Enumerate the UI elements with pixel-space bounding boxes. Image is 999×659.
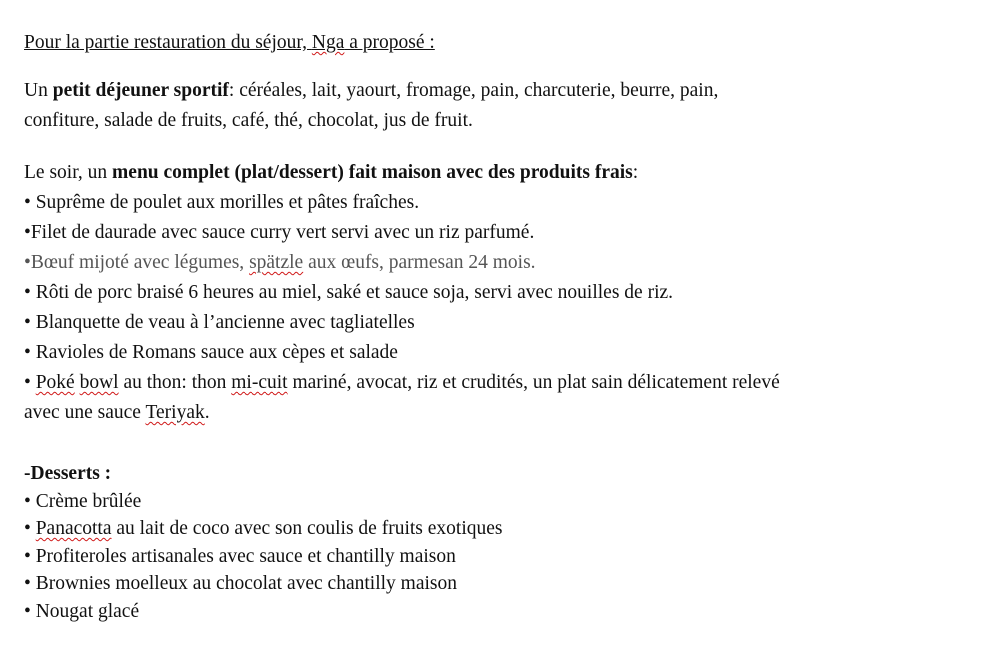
dinner-item-5: • Blanquette de veau à l’ancienne avec tagliatelles <box>24 312 415 333</box>
intro-paragraph <box>24 28 974 58</box>
breakfast-prefix: Un <box>24 80 53 101</box>
dinner-item-3-a: •Bœuf mijoté avec légumes, <box>24 252 250 273</box>
intro-text-before: Pour la partie restauration du séjour, <box>24 32 312 53</box>
period: . <box>204 402 210 423</box>
desserts-heading-text: -Desserts : <box>24 463 112 484</box>
dinner-prefix: Le soir, un <box>24 162 113 183</box>
dessert-item-2 <box>24 515 974 543</box>
dinner-bold-fait-maison: fait maison avec des produits frais <box>348 162 633 183</box>
word-spatzle: spätzle <box>249 252 304 273</box>
dessert-item-3: • Profiteroles artisanales avec sauce et chantilly maison <box>24 545 456 567</box>
desserts-heading <box>24 460 974 488</box>
dessert-item-1: • Crème brûlée <box>24 490 142 512</box>
dinner-item-3-c: aux œufs, parmesan 24 mois. <box>303 252 536 273</box>
dinner-item-7-text-1: au thon: thon <box>118 372 232 393</box>
dinner-suffix: : <box>632 162 639 183</box>
bullet: • <box>24 518 36 539</box>
dinner-item-7-text-2: mariné, avocat, riz et crudités, un plat sain délicatement relevé <box>287 372 780 393</box>
dinner-item-7-text-3: avec une sauce <box>24 402 146 423</box>
dinner-item-7 <box>24 368 974 398</box>
word-teriyak: Teriyak <box>145 402 205 423</box>
word-poke: Poké <box>35 372 75 393</box>
word-mi-cuit: mi-cuit <box>231 372 288 393</box>
dinner-item-1: • Suprême de poulet aux morilles et pâtes fraîches. <box>24 192 420 213</box>
word-panacotta: Panacotta <box>35 518 112 539</box>
intro-text-after: a proposé : <box>344 32 435 53</box>
dinner-intro <box>24 158 974 188</box>
word-bowl: bowl <box>79 372 119 393</box>
breakfast-line-2: confiture, salade de fruits, café, thé, chocolat, jus de fruit. <box>24 110 473 131</box>
dessert-item-2-text: au lait de coco avec son coulis de fruits exotiques <box>111 518 503 539</box>
dessert-item-5: • Nougat glacé <box>24 600 140 622</box>
bullet: • <box>24 372 36 393</box>
breakfast-bold: petit déjeuner sportif <box>52 80 229 101</box>
dinner-paragraph <box>24 158 974 428</box>
dinner-item-6: • Ravioles de Romans sauce aux cèpes et salade <box>24 342 398 363</box>
desserts-section <box>24 460 974 625</box>
dessert-item-4: • Brownies moelleux au chocolat avec chantilly maison <box>24 573 457 594</box>
breakfast-line-1 <box>24 76 974 106</box>
name-nga: Nga <box>311 32 345 53</box>
dinner-item-4: • Rôti de porc braisé 6 heures au miel, saké et sauce soja, servi avec nouilles de riz. <box>24 282 674 303</box>
dinner-item-3 <box>24 248 974 278</box>
dinner-item-2: •Filet de daurade avec sauce curry vert servi avec un riz parfumé. <box>24 222 535 243</box>
breakfast-paragraph <box>24 76 974 136</box>
dinner-bold-menu: menu complet (plat/dessert) <box>112 162 344 183</box>
breakfast-items: : céréales, lait, yaourt, fromage, pain, charcuterie, beurre, pain, <box>228 80 719 101</box>
dinner-item-7-continued <box>24 398 974 428</box>
